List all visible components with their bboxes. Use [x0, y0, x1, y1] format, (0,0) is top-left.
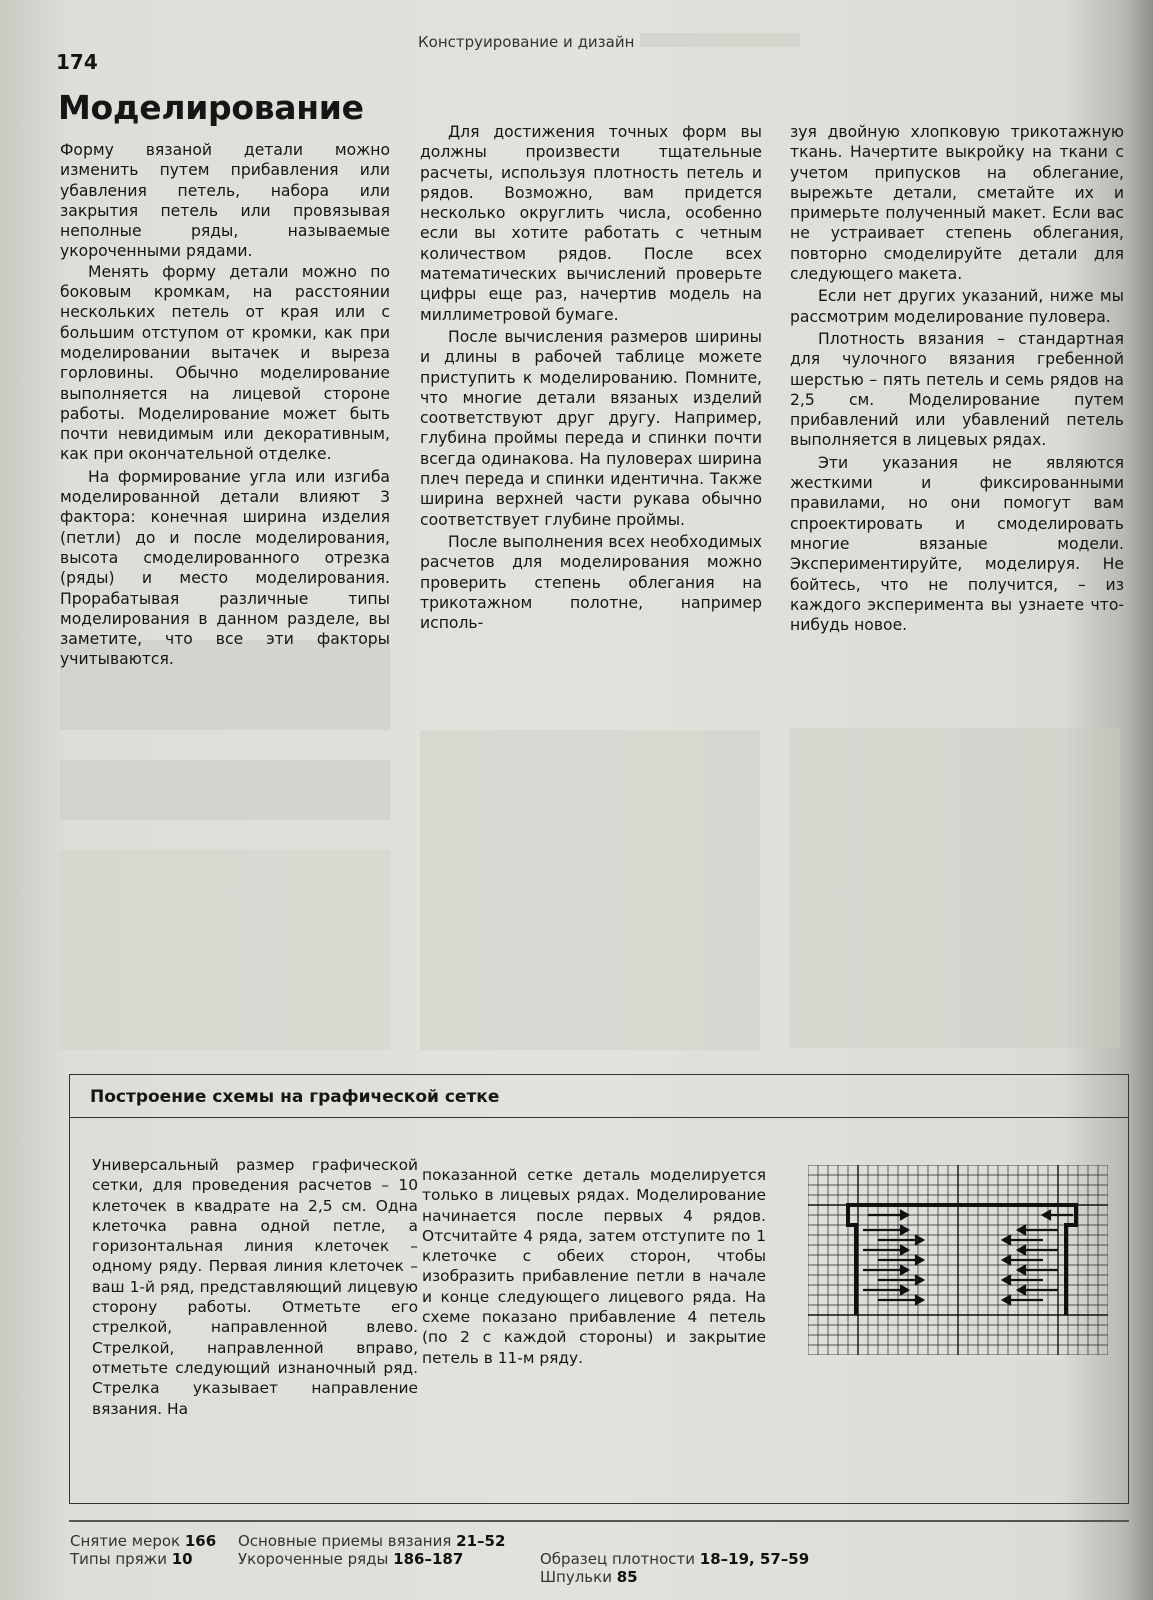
- article-title: Моделирование: [58, 88, 364, 127]
- arrowhead: [901, 1286, 908, 1294]
- grid-major-lines: [808, 1165, 1108, 1355]
- page-edge-shadow: [1125, 0, 1153, 1600]
- footer-refs-3: [540, 1550, 809, 1586]
- sidebar-text-2: показанной сетке деталь моделируется только в лицевых рядах. Моделирование начинается после первых 4 рядов. Отсчитайте 4 ряда, затем отступите по 1 клеточке с обеих сторон, чтобы изобразить прибавление петли в начале и конце следующего лицевого ряда. На схеме показано прибавление 4 петель (по 2 с каждой стороны) и закрытие петель в 11-м ряду.: [422, 1166, 766, 1367]
- arrowhead: [901, 1226, 908, 1234]
- arrowhead: [1043, 1211, 1050, 1219]
- arrowhead: [901, 1266, 908, 1274]
- bleed-through-block: [60, 850, 390, 1050]
- arrowhead: [1018, 1286, 1025, 1294]
- footer-ref[interactable]: Основные приемы вязания 21–52: [238, 1532, 506, 1550]
- paragraph: Форму вязаной детали можно изменить путем прибавления или убавления петель, набора или закрытия петель или провязывая неполные ряды, называемые укороченными рядами.: [60, 141, 390, 261]
- footer-ref[interactable]: Шпульки 85: [540, 1568, 638, 1586]
- running-head: Конструирование и дизайн: [418, 33, 635, 51]
- paragraph: Менять форму детали можно по боковым кромкам, на расстоянии нескольких петель от края или с большим отступом от кромки, как при моделировании вытачек и выреза горловины. Обычно моделирование выполняется на лицевой стороне работы. Моделирование может быть почти невидимым или декоративным, как при окончательной отделке.: [60, 262, 390, 464]
- arrowhead: [916, 1276, 923, 1284]
- footer-ref[interactable]: Типы пряжи 10: [70, 1550, 193, 1568]
- paragraph: После вычисления размеров ширины и длины в рабочей таблице можете приступить к моделированию. Помните, что многие детали вязаных изделий соответствуют друг другу. Например, глубина проймы переда и спинки почти всегда одинакова. На пуловерах ширина плеч переда и спинки идентична. Также ширина верхней части рукава обычно соответствует глубине проймы.: [420, 327, 762, 529]
- footer-refs-2: [238, 1532, 505, 1568]
- arrowhead: [1018, 1266, 1025, 1274]
- running-head-bleed: [640, 33, 800, 47]
- text-column-1: [60, 140, 390, 670]
- paragraph: На формирование угла или изгиба моделированной детали влияют 3 фактора: конечная ширина изделия (петли) до и после моделирования, высота смоделированного отрезка (ряды) и место моделирования. Прорабатывая различные типы моделирования в данном разделе, вы заметите, что все эти факторы учитываются.: [60, 467, 390, 669]
- sidebar-header: [70, 1075, 1128, 1118]
- arrowhead: [901, 1246, 908, 1254]
- sidebar-title: Построение схемы на графической сетке: [90, 1087, 500, 1107]
- arrowhead: [1018, 1246, 1025, 1254]
- footer-ref[interactable]: Снятие мерок 166: [70, 1532, 217, 1550]
- sidebar-box: [69, 1074, 1129, 1504]
- arrowhead: [901, 1211, 908, 1219]
- paragraph: Эти указания не являются жесткими и фиксированными правилами, но они помогут вам спроектировать и смоделировать многие вязаные модели. Экспериментируйте, моделируя. Не бойтесь, что не получится, – из каждого эксперимента вы узнаете что-нибудь новое.: [790, 453, 1124, 635]
- arrowhead: [1003, 1256, 1010, 1264]
- bleed-through-block: [420, 730, 760, 1050]
- text-column-3: [790, 122, 1124, 635]
- bleed-through-block: [790, 728, 1120, 1048]
- text-column-2: [420, 122, 762, 633]
- arrowhead: [1003, 1276, 1010, 1284]
- footer-ref[interactable]: Укороченные ряды 186–187: [238, 1550, 464, 1568]
- arrowhead: [916, 1296, 923, 1304]
- arrowhead: [916, 1236, 923, 1244]
- bleed-through-block: [60, 760, 390, 820]
- knitting-grid-diagram: [808, 1165, 1108, 1355]
- page-number: 174: [56, 50, 98, 74]
- paragraph: После выполнения всех необходимых расчетов для моделирования можно проверить степень облегания на трикотажном полотне, например исполь-: [420, 532, 762, 633]
- paragraph: Для достижения точных форм вы должны произвести тщательные расчеты, используя плотность петель и рядов. Возможно, вам придется несколько округлить числа, особенно если вы хотите работать с четным количеством рядов. После всех математических вычислений проверьте цифры еще раз, начертив модель на миллиметровой бумаге.: [420, 123, 762, 324]
- arrowhead: [916, 1256, 923, 1264]
- footer-rule: [69, 1520, 1129, 1522]
- arrowhead: [1018, 1226, 1025, 1234]
- footer-refs-1: [70, 1532, 216, 1568]
- arrowhead: [1003, 1236, 1010, 1244]
- paragraph: Плотность вязания – стандартная для чулочного вязания гребенной шерстью – пять петель и семь рядов на 2,5 см. Моделирование путем прибавлений или убавлений петель выполняется в лицевых рядах.: [790, 329, 1124, 450]
- arrowhead: [1003, 1296, 1010, 1304]
- footer-ref[interactable]: Образец плотности 18–19, 57–59: [540, 1550, 810, 1568]
- paragraph: Если нет других указаний, ниже мы рассмотрим моделирование пуловера.: [790, 287, 1124, 326]
- sidebar-text-1: Универсальный размер графической сетки, для проведения расчетов – 10 клеточек в квадрате на 2,5 см. Одна клеточка равна одной петле, а горизонтальная линия клеточек – одному ряду. Первая линия клеточек – ваш 1-й ряд, представляющий лицевую сторону работы. Отметьте его стрелкой, направленной влево. Стрелкой, направленной вправо, отметьте следующий изнаночный ряд. Стрелка указывает направление вязания. На: [92, 1156, 418, 1418]
- paragraph: зуя двойную хлопковую трикотажную ткань. Начертите выкройку на ткани с учетом припусков на облегание, вырежьте детали, сметайте их и примерьте полученный макет. Если вас не устраивает степень облегания, повторно смоделируйте детали для следующего макета.: [790, 123, 1124, 284]
